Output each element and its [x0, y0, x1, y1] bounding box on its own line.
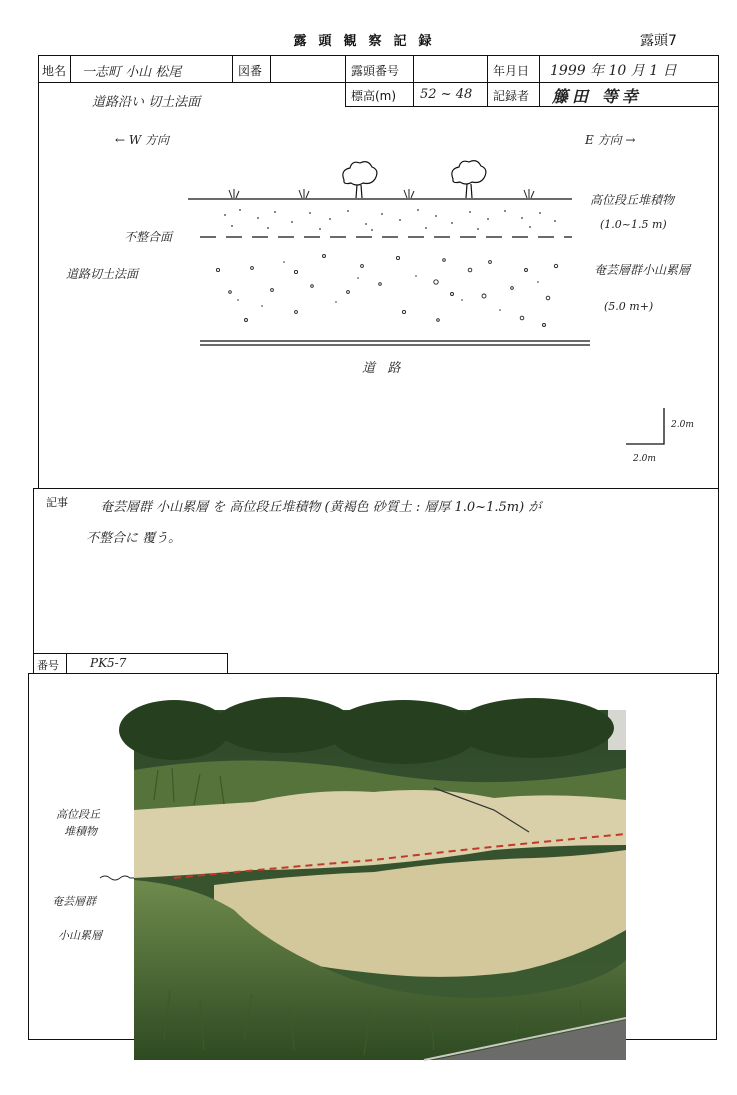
- place-label: 地名: [42, 64, 67, 78]
- tree-icon: [452, 161, 486, 198]
- scale-vertical-label: 2.0m: [671, 420, 694, 430]
- photo-lower-annotation-1: 奄芸層群: [52, 895, 96, 908]
- outcrop-sketch: [0, 0, 737, 490]
- outcrop-photo: [134, 710, 626, 1060]
- photo-lower-annotation-2: 小山累層: [58, 929, 102, 942]
- road-label: 道 路: [362, 361, 401, 376]
- photo-number-box: [33, 653, 228, 674]
- recorder-label: 記録者: [493, 89, 530, 103]
- photo-upper-annotation-1: 高位段丘: [56, 808, 100, 821]
- map-label: 図番: [238, 64, 263, 78]
- place-value: 一志町 小山 松尾: [82, 65, 182, 80]
- tree-icon: [343, 162, 377, 198]
- page-title: 露頭観察記録: [293, 34, 444, 49]
- unconformity-label: 不整合面: [124, 230, 173, 244]
- upper-layer-label: 高位段丘堆積物: [590, 193, 675, 207]
- sketch-heading: 道路沿い 切土法面: [92, 95, 201, 110]
- lower-layer-thickness: (5.0 m+): [604, 300, 654, 313]
- notes-frame: [33, 488, 719, 674]
- outcrop-no-label: 露頭番号: [351, 64, 400, 78]
- date-value: 1999 年 10 月 1 日: [550, 63, 677, 79]
- date-label: 年月日: [493, 64, 530, 78]
- photo-number-label: 番号: [37, 659, 59, 672]
- lower-layer-label: 奄芸層群小山累層: [594, 263, 691, 277]
- notes-line-2: 不整合に 覆う。: [86, 531, 182, 546]
- notes-line-1: 奄芸層群 小山累層 を 高位段丘堆積物 (黄褐色 砂質土 : 層厚 1.0~1.5m) が: [100, 500, 542, 515]
- elevation-label: 標高(m): [351, 89, 397, 103]
- lower-layer-dots: [237, 261, 539, 311]
- page-number: 露頭7: [640, 33, 677, 49]
- notes-label: 記事: [46, 496, 68, 509]
- upper-layer-thickness: (1.0~1.5 m): [600, 218, 667, 231]
- scale-bar: [626, 408, 664, 444]
- west-direction: ← W 方向: [115, 133, 170, 147]
- recorder-value: 籐田 等幸: [552, 87, 642, 106]
- slope-label: 道路切土法面: [66, 267, 139, 281]
- scale-horizontal-label: 2.0m: [633, 454, 656, 464]
- elevation-value: 52 ~ 48: [420, 87, 473, 102]
- lower-layer-pebbles: [216, 255, 557, 327]
- east-direction: E 方向 →: [585, 133, 636, 147]
- photo-upper-annotation-2: 堆積物: [64, 825, 97, 838]
- upper-layer-stipple: [224, 209, 556, 231]
- grass-tufts: [229, 189, 534, 198]
- photo-number-value: PK5-7: [90, 656, 127, 670]
